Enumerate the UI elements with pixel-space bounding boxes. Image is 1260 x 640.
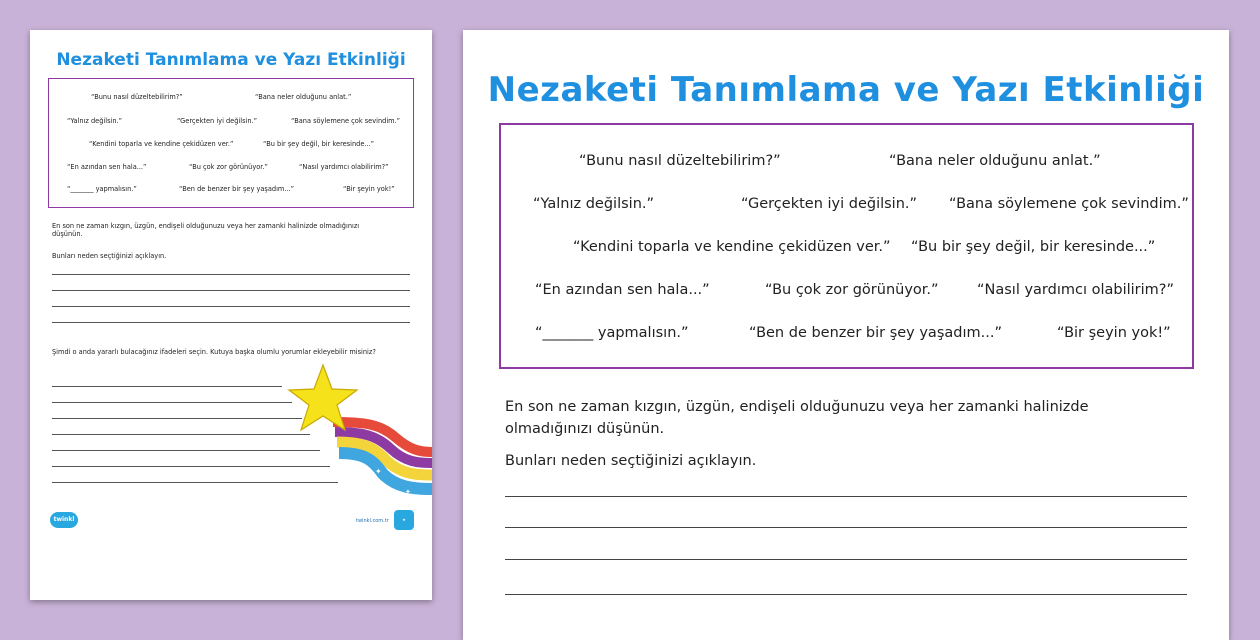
phrase: “En azından sen hala...” [67,163,147,171]
twinkl-logo: twinkl [50,512,78,528]
phrase: “Yalnız değilsin.” [67,117,123,125]
phrase: “Bunu nasıl düzeltebilirim?” [91,93,183,101]
prompt-reflect: En son ne zaman kızgın, üzgün, endişeli olduğunuzu veya her zamanki halinizde olmadığınızı düşünün. [505,399,1089,437]
phrase: “Bana neler olduğunu anlat.” [889,153,1101,169]
answer-line[interactable] [505,496,1187,497]
phrase: “_______ yapmalısın.” [67,185,137,193]
phrase: “Bu çok zor görünüyor.” [189,163,268,171]
answer-line [52,386,282,387]
answer-line[interactable] [505,594,1187,595]
phrase: “Ben de benzer bir şey yaşadım...” [179,185,295,193]
phrase: “Kendini toparla ve kendine çekidüzen ver.” [573,239,891,255]
phrase: “Nasıl yardımcı olabilirim?” [977,282,1175,298]
phrase: “Bu bir şey değil, bir keresinde...” [911,239,1156,255]
phrase: “En azından sen hala...” [535,282,710,298]
phrase: “Nasıl yardımcı olabilirim?” [299,163,389,171]
phrase: “Bunu nasıl düzeltebilirim?” [579,153,781,169]
sparkle-icon: ✦ [375,467,382,476]
phrase: “Gerçekten iyi değilsin.” [741,196,918,212]
phrase: “_______ yapmalısın.” [535,325,689,341]
answer-line [52,434,310,435]
prompt-explain: Bunları neden seçtiğinizi açıklayın. [505,453,757,469]
thumbnail-prompt-2: Bunları neden seçtiğinizi açıklayın. [52,252,167,260]
answer-line [52,450,320,451]
phrase: “Gerçekten iyi değilsin.” [177,117,258,125]
sparkle-icon: ✦ [405,488,411,496]
footer-url: twinkl.com.tr [356,518,389,524]
badge-icon: ★ [394,510,414,530]
phrase: “Bir şeyin yok!” [343,185,395,193]
worksheet-title: Nezaketi Tanımlama ve Yazı Etkinliği [487,70,1205,110]
shooting-star-illustration [285,362,432,502]
thumbnail-prompt-3: Şimdi o anda yararlı bulacağınız ifadeleri seçin. Kutuya başka olumlu yorumlar ekleyebilir misiniz? [52,348,376,356]
answer-line [52,418,302,419]
worksheet-thumbnail[interactable] [30,30,432,600]
phrase: “Yalnız değilsin.” [533,196,655,212]
phrase: “Bana söylemene çok sevindim.” [949,196,1189,212]
phrase: “Bu çok zor görünüyor.” [765,282,939,298]
answer-line [52,402,292,403]
phrase-box [499,123,1194,369]
phrase: “Bu bir şey değil, bir keresinde...” [263,140,375,148]
answer-line [52,274,410,275]
phrase: “Bana söylemene çok sevindim.” [291,117,401,125]
answer-line [52,290,410,291]
worksheet-page [463,30,1229,640]
answer-line [52,306,410,307]
thumbnail-prompt-1: En son ne zaman kızgın, üzgün, endişeli olduğunuzu veya her zamanki halinizde olmadığınızı düşünün. [52,222,360,238]
thumbnail-phrase-box [48,78,414,208]
thumbnail-title: Nezaketi Tanımlama ve Yazı Etkinliği [56,50,406,70]
answer-line[interactable] [505,559,1187,560]
answer-line[interactable] [505,527,1187,528]
phrase: “Ben de benzer bir şey yaşadım...” [749,325,1002,341]
phrase: “Bana neler olduğunu anlat.” [255,93,352,101]
answer-line [52,322,410,323]
phrase: “Bir şeyin yok!” [1057,325,1171,341]
phrase: “Kendini toparla ve kendine çekidüzen ver.” [89,140,234,148]
